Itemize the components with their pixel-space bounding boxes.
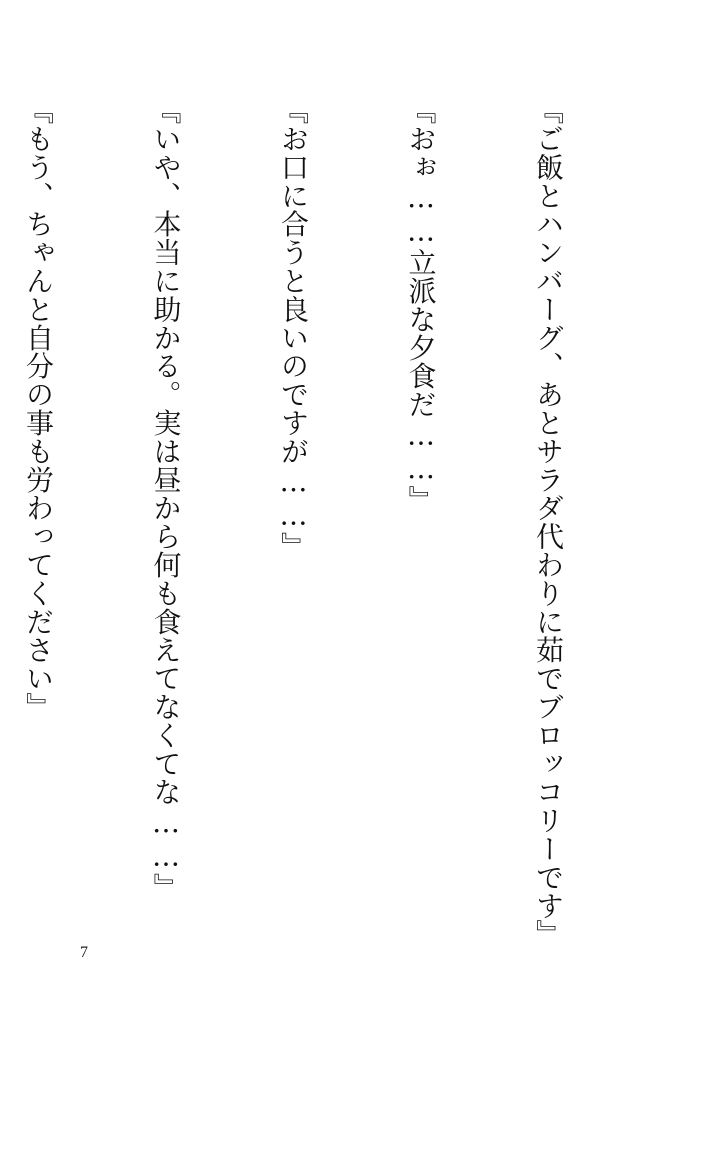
text-line: 『おぉ……立派な夕食だ……』 bbox=[404, 96, 438, 514]
page-number: 7 bbox=[80, 944, 88, 961]
text-line: 『ご飯とハンバーグ、あとサラダ代わりに茹でブロッコリーです』 bbox=[532, 96, 565, 948]
vertical-text-body bbox=[22, 96, 654, 948]
text-line: 『もう、ちゃんと自分の事も労わってください』 bbox=[22, 96, 55, 721]
text-line: 『お口に合うと良いのですが……』 bbox=[277, 96, 310, 561]
text-line: 『いや、本当に助かる。実は昼から何も食えてなくてな……』 bbox=[149, 96, 183, 902]
